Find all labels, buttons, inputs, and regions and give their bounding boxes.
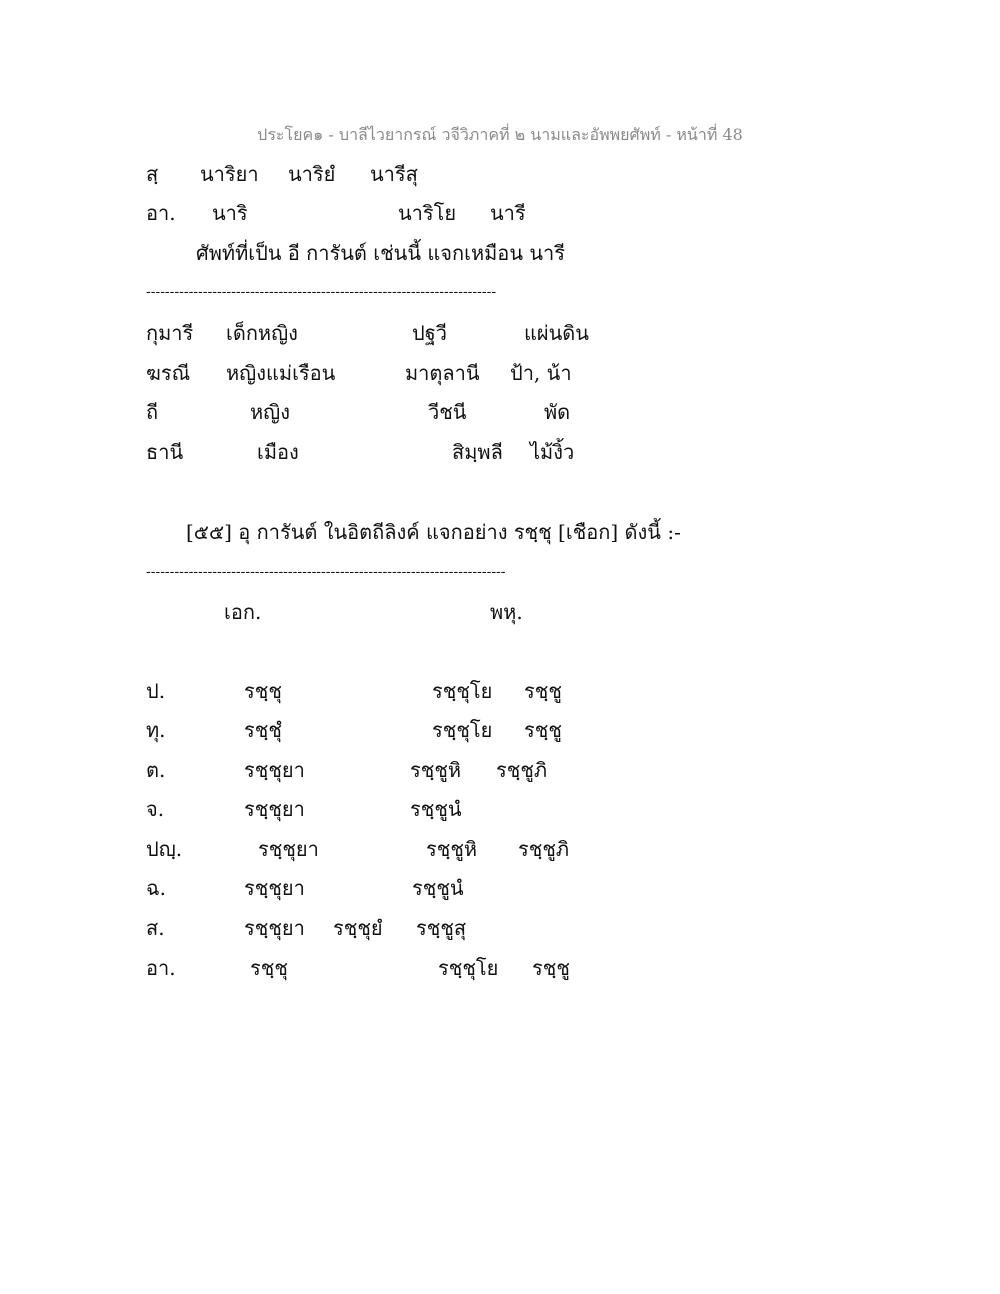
singular-form: รชฺชุ bbox=[250, 956, 288, 980]
singular-form: นาริยา bbox=[200, 162, 259, 186]
case-label: ทุ. bbox=[146, 718, 166, 742]
case-label: ต. bbox=[146, 758, 166, 782]
page-header: ประโยค๑ - บาลีไวยากรณ์ วจีวิภาคที่ ๒ นามและอัพพยศัพท์ - หน้าที่ 48 bbox=[257, 125, 743, 144]
vocab-word: ปฐวี bbox=[412, 321, 447, 345]
case-label: ป. bbox=[146, 679, 166, 703]
plural-form: นารี bbox=[490, 201, 526, 225]
vocab-meaning: พัด bbox=[544, 400, 571, 424]
column-header-singular: เอก. bbox=[224, 600, 262, 624]
column-header-plural: พหุ. bbox=[490, 600, 523, 624]
section-title: [๕๕] อุ การันต์ ในอิตถีลิงค์ แจกอย่าง รชฺชุ [เชือก] ดังนี้ :- bbox=[186, 520, 681, 544]
vocab-word: วีชนี bbox=[428, 400, 467, 424]
plural-form: รชฺชุโย bbox=[438, 956, 499, 980]
singular-form: รชฺชุยา bbox=[244, 876, 305, 900]
singular-form: รชฺชุํ bbox=[244, 718, 282, 742]
plural-form: รชฺชูหิ bbox=[426, 837, 478, 861]
case-label: อา. bbox=[146, 956, 176, 980]
plural-form: รชฺชูนํ bbox=[412, 876, 464, 900]
plural-form: รชฺชู bbox=[524, 718, 562, 742]
plural-form: รชฺชู bbox=[532, 956, 570, 980]
plural-form: รชฺชุโย bbox=[432, 679, 493, 703]
singular-form: รชฺชุยา bbox=[258, 837, 319, 861]
nari-note: ศัพท์ที่เป็น อี การันต์ เช่นนี้ แจกเหมือน นารี bbox=[196, 241, 565, 265]
vocab-word: ถี bbox=[146, 400, 159, 424]
vocab-word: กุมารี bbox=[146, 321, 194, 345]
singular-form: รชฺชุ bbox=[244, 679, 282, 703]
plural-form: รชฺชู bbox=[524, 679, 562, 703]
vocab-meaning: เมือง bbox=[257, 440, 299, 464]
singular-form: รชฺชุยา bbox=[244, 758, 305, 782]
plural-form: รชฺชูสุ bbox=[416, 916, 467, 940]
case-label: ฉ. bbox=[146, 876, 166, 900]
singular-form: รชฺชุยา bbox=[244, 797, 305, 821]
vocab-word: ฆรณี bbox=[146, 361, 191, 385]
plural-form: นารีสุ bbox=[370, 162, 418, 186]
plural-form: นาริยํ bbox=[288, 162, 336, 186]
singular-alt-form: รชฺชุยํ bbox=[333, 916, 383, 940]
vocab-meaning: หญิง bbox=[250, 400, 290, 424]
vocab-meaning: เด็กหญิง bbox=[226, 321, 298, 345]
plural-form: นาริโย bbox=[398, 201, 457, 225]
case-label: จ. bbox=[146, 797, 165, 821]
case-label: ปญฺ. bbox=[146, 837, 183, 861]
plural-form: รชฺชูภิ bbox=[496, 758, 548, 782]
vocab-word: สิมฺพลี bbox=[452, 440, 503, 464]
vocab-meaning: หญิงแม่เรือน bbox=[226, 361, 336, 385]
case-label: ส. bbox=[146, 916, 165, 940]
vocab-word: มาตุลานี bbox=[405, 361, 480, 385]
vocab-meaning: แผ่นดิน bbox=[524, 321, 589, 345]
divider: -------------------------------------------------------------------------- bbox=[146, 285, 497, 299]
singular-form: รชฺชุยา bbox=[244, 916, 305, 940]
plural-form: รชฺชุโย bbox=[432, 718, 493, 742]
divider: ---------------------------------------------------------------------------- bbox=[146, 565, 506, 579]
vocab-meaning: ไม้งิ้ว bbox=[530, 440, 575, 464]
plural-form: รชฺชูภิ bbox=[518, 837, 570, 861]
plural-form: รชฺชูหิ bbox=[410, 758, 462, 782]
vocab-word: ธานี bbox=[146, 440, 184, 464]
singular-form: นาริ bbox=[212, 201, 248, 225]
case-label: อา. bbox=[146, 201, 176, 225]
plural-form: รชฺชูนํ bbox=[410, 797, 462, 821]
case-label: สฺ bbox=[146, 162, 159, 186]
vocab-meaning: ป้า, น้า bbox=[510, 361, 572, 385]
